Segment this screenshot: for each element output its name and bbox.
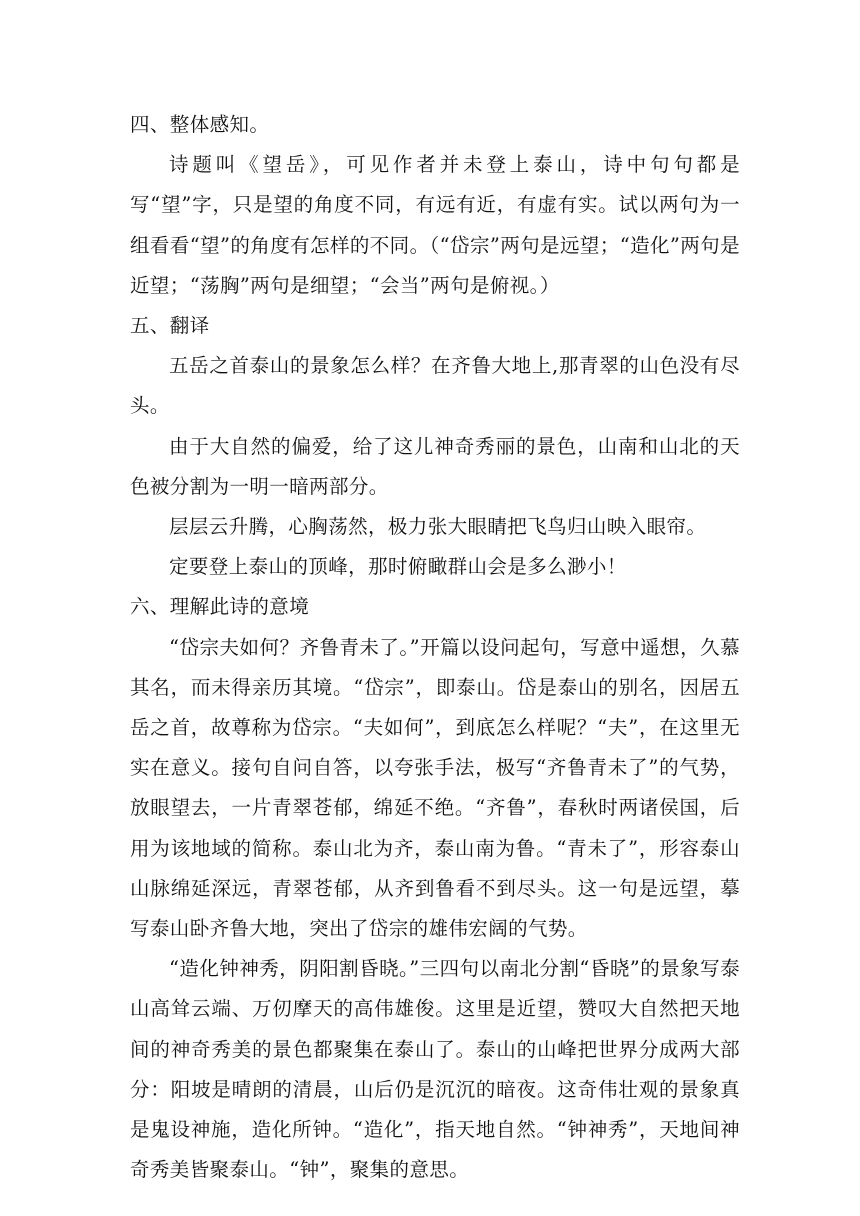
paragraph-artistic-conception-1: “岱宗夫如何？齐鲁青未了。”开篇以设问起句，写意中遥想，久慕其名，而未得亲历其境。“岱宗”，即泰山。岱是泰山的别名，因居五岳之首，故尊称为岱宗。“夫如何”，到底怎么样呢？“夫”，在这里无实在意义。接句自问自答，以夸张手法，极写“齐鲁青未了”的气势，放眼望去，一片青翠苍郁，绵延不绝。“齐鲁”，春秋时两诸侯国，后用为该地域的简称。泰山北为齐，泰山南为鲁。“青未了”，形容泰山山脉绵延深远，青翠苍郁，从齐到鲁看不到尽头。这一句是远望，摹写泰山卧齐鲁大地，突出了岱宗的雄伟宏阔的气势。 xyxy=(130,635,740,941)
paragraph-artistic-conception-2: “造化钟神秀，阴阳割昏晓。”三四句以南北分割“昏晓”的景象写泰山高耸云端、万仞摩天的高伟雄俊。这里是近望，赞叹大自然把天地间的神奇秀美的景色都聚集在泰山了。泰山的山峰把世界分成两大部分：阳坡是晴朗的清晨，山后仍是沉沉的暗夜。这奇伟壮观的景象真是鬼设神施，造化所钟。“造化”，指天地自然。“钟神秀”，天地间神奇秀美皆聚泰山。“钟”，聚集的意思。 xyxy=(130,957,740,1182)
section-heading-overall-perception: 四、整体感知。 xyxy=(130,113,270,136)
section-heading-artistic-conception: 六、理解此诗的意境 xyxy=(130,595,310,619)
paragraph-translation-2: 由于大自然的偏爱，给了这儿神奇秀丽的景色，山南和山北的天色被分割为一明一暗两部分。 xyxy=(130,434,740,498)
paragraph-translation-1: 五岳之首泰山的景象怎么样？在齐鲁大地上,那青翠的山色没有尽头。 xyxy=(130,354,740,418)
paragraph-translation-3: 层层云升腾，心胸荡然，极力张大眼睛把飞鸟归山映入眼帘。 xyxy=(169,515,707,539)
section-heading-translation: 五、翻译 xyxy=(130,314,210,338)
document-page xyxy=(130,105,740,1190)
paragraph-overall-perception: 诗题叫《望岳》，可见作者并未登上泰山，诗中句句都是写“望”字，只是望的角度不同，有远有近，有虚有实。试以两句为一组看看“望”的角度有怎样的不同。（“岱宗”两句是远望；“造化”两句是近望；“荡胸”两句是细望；“会当”两句是俯视。） xyxy=(130,153,740,297)
paragraph-translation-4: 定要登上泰山的顶峰，那时俯瞰群山会是多么渺小！ xyxy=(169,555,627,579)
